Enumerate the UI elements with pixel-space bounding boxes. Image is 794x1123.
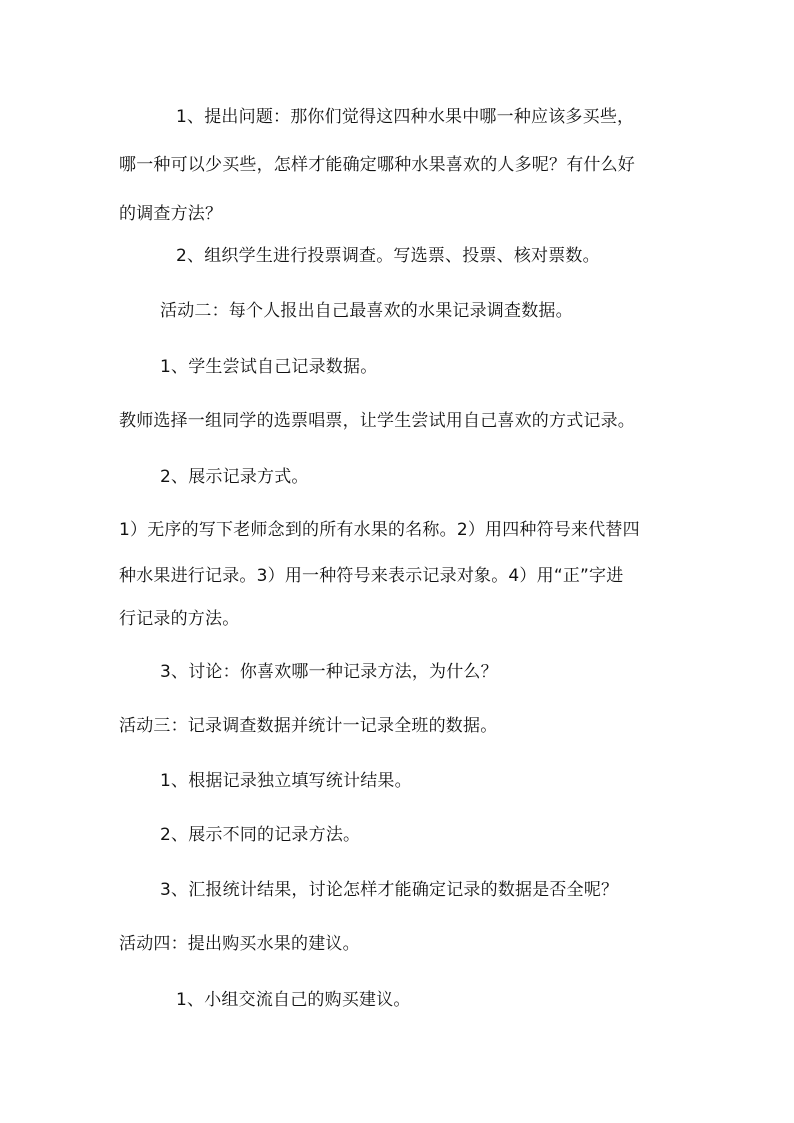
paragraph-line: 活动三：记录调查数据并统计一记录全班的数据。 <box>119 716 498 736</box>
paragraph-line: 3、汇报统计结果，讨论怎样才能确定记录的数据是否全呢？ <box>160 880 619 900</box>
paragraph-line: 行记录的方法。 <box>119 609 240 629</box>
paragraph-line: 1、提出问题：那你们觉得这四种水果中哪一种应该多买些， <box>176 107 635 127</box>
paragraph-line: 2、组织学生进行投票调查。写选票、投票、核对票数。 <box>176 246 600 266</box>
paragraph-line: 哪一种可以少买些，怎样才能确定哪种水果喜欢的人多呢？有什么好 <box>119 155 635 175</box>
paragraph-line: 活动四：提出购买水果的建议。 <box>119 934 360 954</box>
paragraph-line: 1）无序的写下老师念到的所有水果的名称。2）用四种符号来代替四 <box>119 520 640 540</box>
paragraph-line: 2、展示记录方式。 <box>160 467 309 487</box>
paragraph-line: 的调查方法？ <box>119 204 223 224</box>
paragraph-line: 1、根据记录独立填写统计结果。 <box>160 771 412 791</box>
paragraph-line: 活动二：每个人报出自己最喜欢的水果记录调查数据。 <box>160 301 573 321</box>
paragraph-line: 2、展示不同的记录方法。 <box>160 825 361 845</box>
paragraph-line: 3、讨论：你喜欢哪一种记录方法，为什么？ <box>160 662 498 682</box>
paragraph-line: 教师选择一组同学的选票唱票，让学生尝试用自己喜欢的方式记录。 <box>119 411 635 431</box>
paragraph-line: 1、学生尝试自己记录数据。 <box>160 357 378 377</box>
paragraph-line: 种水果进行记录。3）用一种符号来表示记录对象。4）用“正”字进 <box>119 566 624 586</box>
paragraph-line: 1、小组交流自己的购买建议。 <box>176 990 411 1010</box>
